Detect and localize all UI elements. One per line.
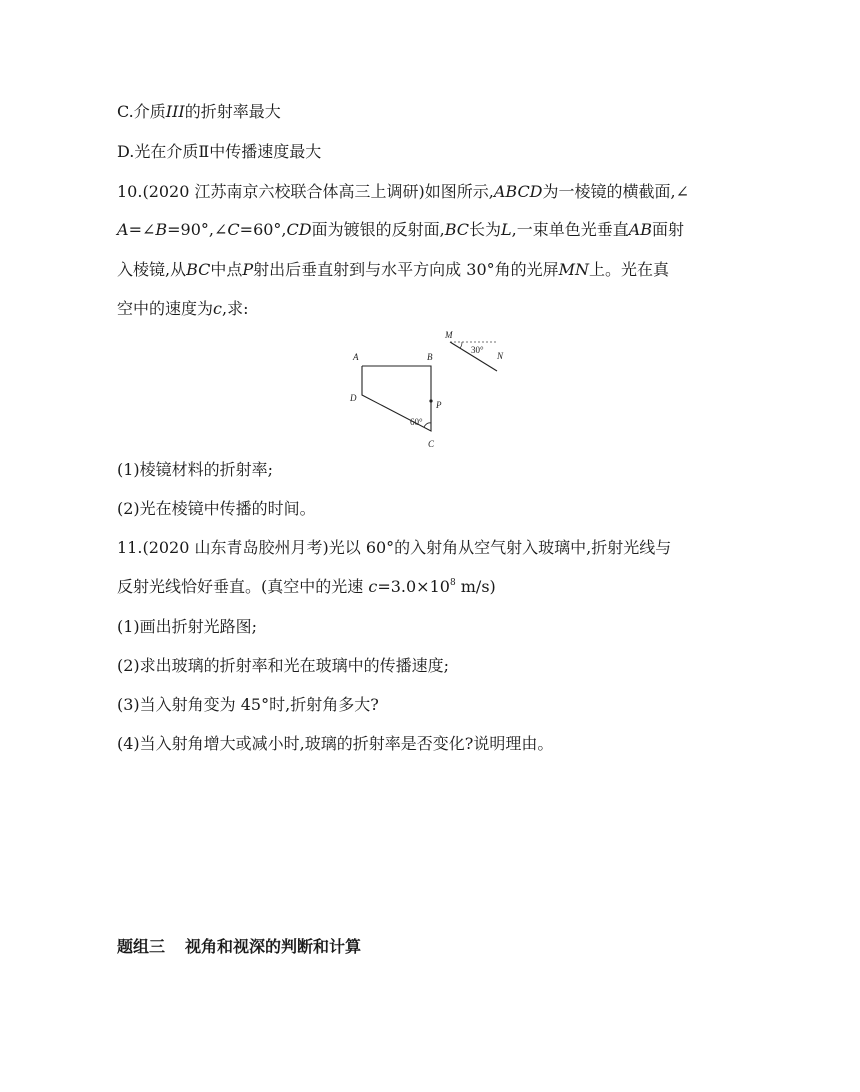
angle-arc-m <box>460 342 462 348</box>
option-c: C.介质III的折射率最大 <box>117 102 281 121</box>
q11-line-2: 反射光线恰好垂直。(真空中的光速 $c=3.0\times 10^8$ m/s) <box>117 577 496 596</box>
section-title: 题组三 <box>117 937 166 956</box>
angle-mn-label: 30° <box>471 345 484 355</box>
label-c: C <box>428 439 435 449</box>
section-subtitle: 视角和视深的判断和计算 <box>185 937 362 956</box>
q10-line-4: 空中的速度为c,求: <box>117 299 249 318</box>
q10-line-1: 10.(2020 江苏南京六校联合体高三上调研)如图所示,ABCD为一棱镜的横截面,∠ <box>117 182 690 201</box>
angle-arc-c <box>424 423 431 427</box>
q10-sub-2: (2)光在棱镜中传播的时间。 <box>117 499 316 518</box>
label-n: N <box>497 351 504 361</box>
q10-line-2: A=∠B=90°,∠C=60°,CD面为镀银的反射面,BC长为L,一束单色光垂直AB面射 <box>117 220 685 239</box>
label-d: D <box>350 393 357 403</box>
prism-diagram <box>340 327 520 453</box>
label-p: P <box>436 400 442 410</box>
q10-sub-1: (1)棱镜材料的折射率; <box>117 460 274 479</box>
point-p <box>429 399 432 402</box>
section-heading <box>117 934 361 957</box>
option-d: D.光在介质Ⅱ中传播速度最大 <box>117 142 322 161</box>
q11-sub-1: (1)画出折射光路图; <box>117 617 258 636</box>
label-b: B <box>427 352 433 362</box>
q11-sub-4: (4)当入射角增大或减小时,玻璃的折射率是否变化?说明理由。 <box>117 734 554 753</box>
q10-line-3: 入棱镜,从BC中点P射出后垂直射到与水平方向成 30°角的光屏MN上。光在真 <box>117 260 670 279</box>
q11-sub-2: (2)求出玻璃的折射率和光在玻璃中的传播速度; <box>117 656 450 675</box>
q11-line-1: 11.(2020 山东青岛胶州月考)光以 60°的入射角从空气射入玻璃中,折射光线与 <box>117 538 672 557</box>
label-m: M <box>445 330 453 340</box>
q11-sub-3: (3)当入射角变为 45°时,折射角多大? <box>117 695 379 714</box>
angle-c-label: 60° <box>410 417 423 427</box>
label-a: A <box>353 352 359 362</box>
